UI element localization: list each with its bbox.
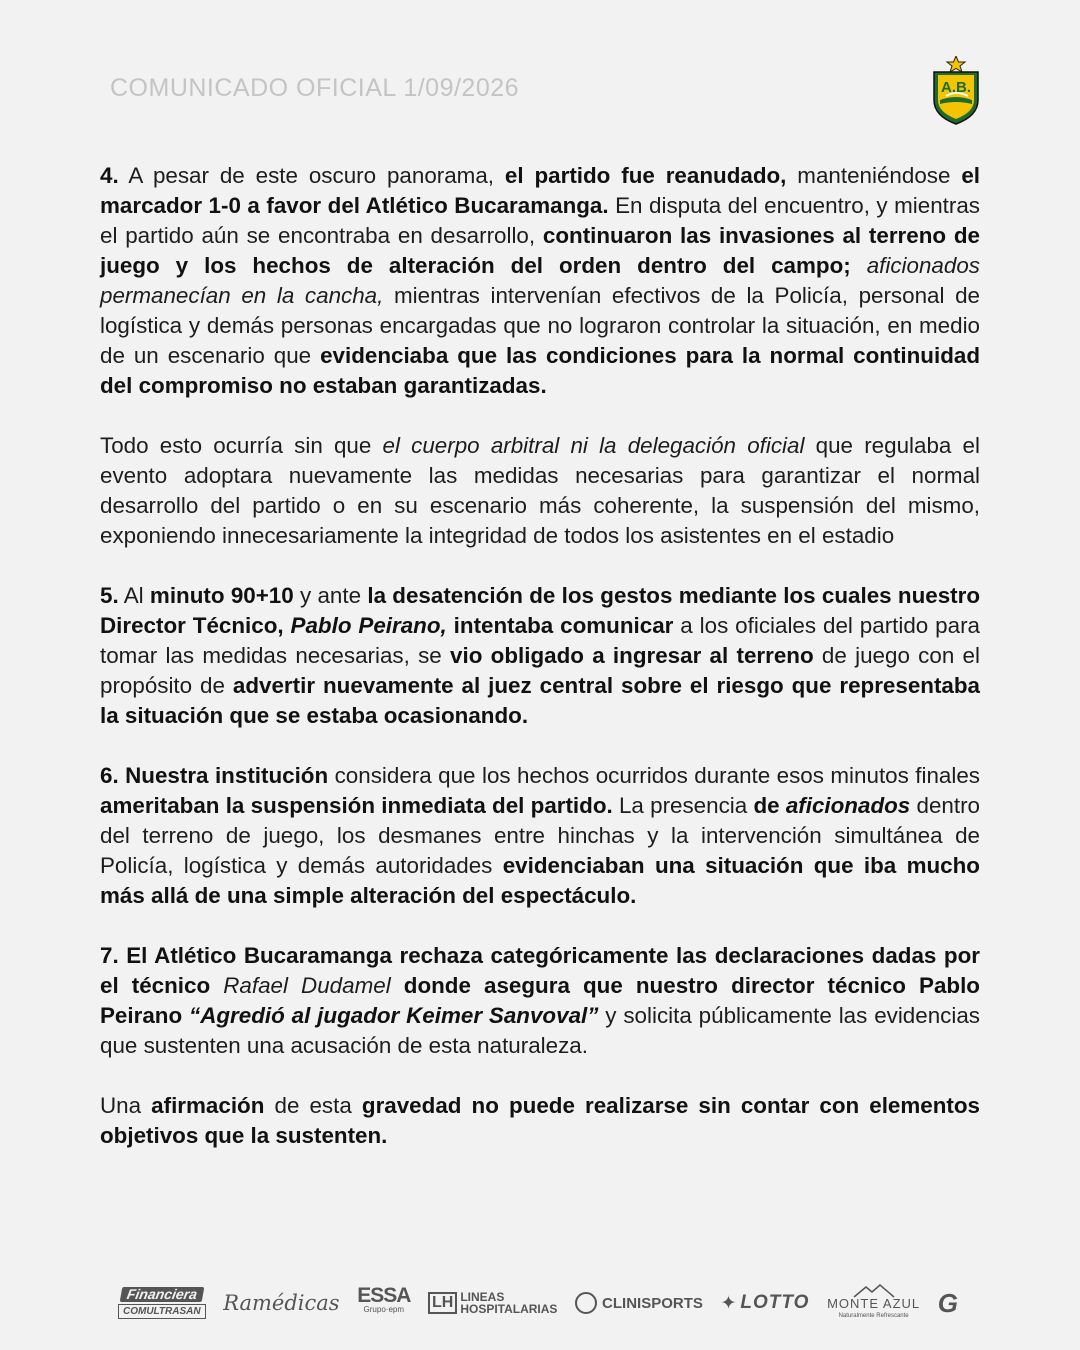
lotto-logo: ✦ LOTTO — [720, 1292, 810, 1314]
club-crest-logo — [928, 56, 984, 126]
clinisports-logo: CLINISPORTS — [575, 1292, 703, 1314]
essa-logo: ESSA Grupo·epm — [357, 1284, 411, 1314]
lineas-hospitalarias-logo: LH LINEAS HOSPITALARIAS — [428, 1291, 557, 1315]
paragraph-5: 5. Al minuto 90+10 y ante la desatención de los gestos mediante los cuales nuestro Director Técnico, Pablo Peirano, intentaba comunicar a los oficiales del partido para tomar las medidas necesarias, se vio obligado a ingresar al terreno de juego con el propósito de advertir nuevamente al juez central sobre el riesgo que representaba la situación que se estaba ocasionando. — [100, 583, 981, 728]
monte-azul-logo: MONTE AZUL Naturalmente Refrescante — [827, 1284, 920, 1322]
paragraph-7: 7. El Atlético Bucaramanga rechaza categóricamente las declaraciones dadas por el técnico Rafael Dudamel donde asegura que nuestro director técnico Pablo Peirano “Agredió al jugador Keimer Sanvoval” y solicita públicamente las evidencias que sustenten una acusación de esta naturaleza. — [100, 943, 980, 1058]
page-title: COMUNICADO OFICIAL 1/09/2026 — [110, 74, 520, 102]
gatorade-logo: G — [937, 1287, 958, 1318]
paragraph-6: 6. Nuestra institución considera que los hechos ocurridos durante esos minutos finales ameritaban la suspensión inmediata del partido. La presencia de aficionados dentro del terreno de juego, los desmanes entre hinchas y la intervención simultánea de Policía, logística y demás autoridades evidenciaban una situación que iba mucho más allá de una simple alteración del espectáculo. — [100, 763, 980, 908]
ramedicas-logo: Ramédicas — [223, 1291, 340, 1315]
financiera-comultrasan-logo: Financiera COMULTRASAN — [118, 1287, 206, 1319]
crest-letters: A.B. — [941, 79, 971, 96]
paragraph-7-continued: Una afirmación de esta gravedad no puede realizarse sin contar con elementos objetivos que la sustenten. — [100, 1093, 981, 1148]
sponsor-logos — [118, 1280, 958, 1326]
clinisports-ring-icon — [575, 1292, 597, 1314]
paragraph-4-continued: Todo esto ocurría sin que el cuerpo arbitral ni la delegación oficial que regulaba el evento adoptara nuevamente las medidas necesarias para garantizar el normal desarrollo del partido o en su escenario más coherente, la suspensión del mismo, exponiendo innecesariamente la integridad de todos los asistentes en el estadio — [100, 433, 980, 548]
lotto-diamond-icon: ✦ — [720, 1292, 738, 1314]
statement-body — [100, 161, 980, 1181]
paragraph-4: 4. A pesar de este oscuro panorama, el partido fue reanudado, manteniéndose el marcador 1-0 a favor del Atlético Bucaramanga. En disputa del encuentro, y mientras el partido aún se encontraba en desarrollo, continuaron las invasiones al terreno de juego y los hechos de alteración del orden dentro del campo; aficionados permanecían en la cancha, mientras intervenían efectivos de la Policía, personal de logística y demás personas encargadas que no lograron controlar la situación, en medio de un escenario que evidenciaba que las condiciones para la normal continuidad del compromiso no estaban garantizadas. — [100, 163, 980, 398]
